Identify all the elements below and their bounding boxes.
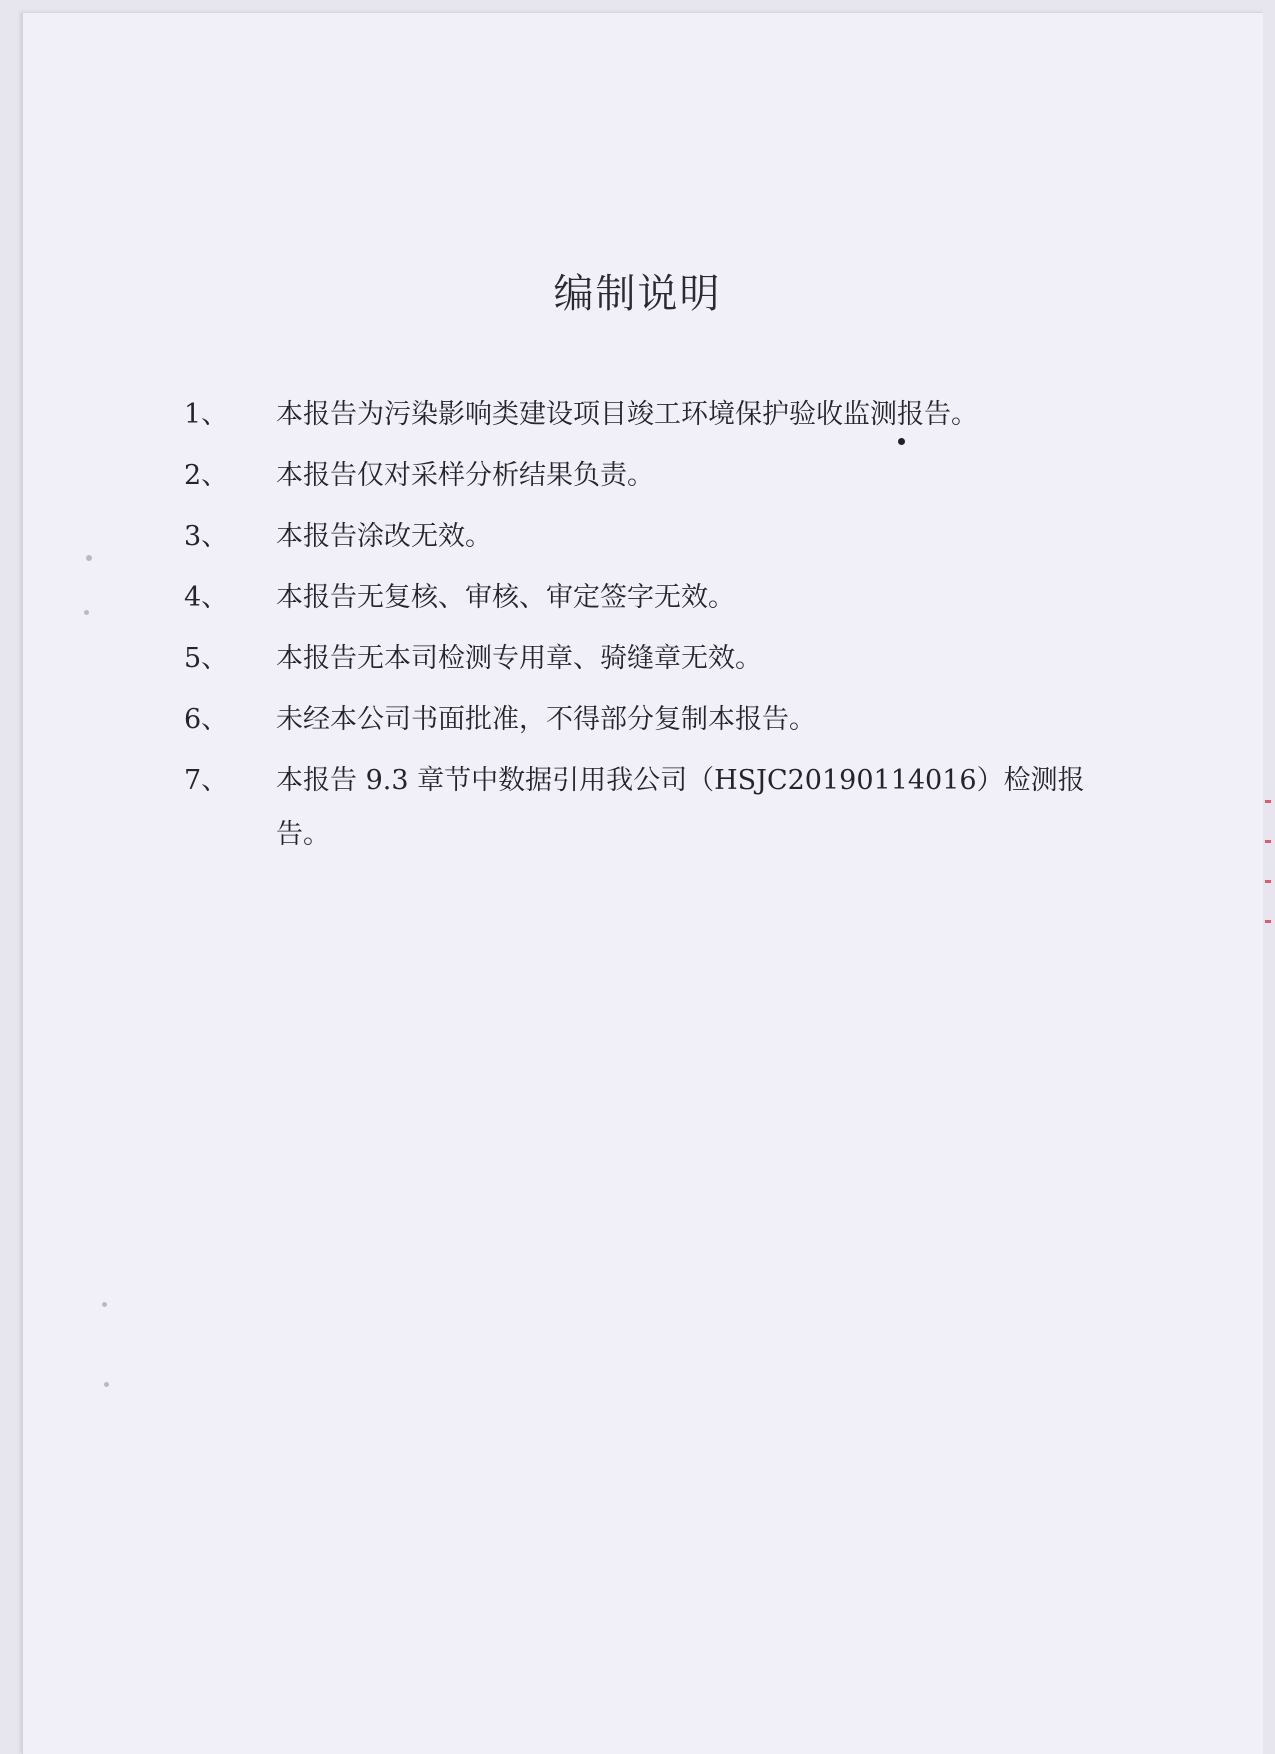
note-item bbox=[184, 449, 1114, 503]
note-item bbox=[184, 754, 1114, 862]
note-text: 本报告无本司检测专用章、骑缝章无效。 bbox=[276, 643, 762, 674]
note-text: 本报告 9.3 章节中数据引用我公司（HSJC20190114016）检测报告。 bbox=[276, 765, 1085, 850]
note-text: 未经本公司书面批准，不得部分复制本报告。 bbox=[276, 704, 816, 735]
scan-speck bbox=[86, 555, 92, 561]
note-number: 7、 bbox=[184, 765, 229, 796]
note-item bbox=[184, 632, 1114, 686]
note-item bbox=[184, 571, 1114, 625]
note-text: 本报告仅对采样分析结果负责。 bbox=[276, 460, 654, 491]
note-number: 3、 bbox=[184, 521, 229, 552]
note-number: 4、 bbox=[184, 582, 229, 613]
scan-speck bbox=[102, 1302, 107, 1307]
note-number: 2、 bbox=[184, 460, 229, 491]
note-number: 1、 bbox=[184, 399, 229, 430]
document-title: 编制说明 bbox=[553, 271, 722, 317]
note-item bbox=[184, 510, 1114, 564]
scan-speck bbox=[104, 1382, 109, 1387]
note-item bbox=[184, 388, 1114, 442]
seal-edge-marks bbox=[1261, 800, 1271, 950]
note-text: 本报告无复核、审核、审定签字无效。 bbox=[276, 582, 735, 613]
note-text: 本报告为污染影响类建设项目竣工环境保护验收监测报告。 bbox=[276, 399, 978, 430]
note-item bbox=[184, 693, 1114, 747]
notes-list bbox=[184, 388, 1114, 869]
note-number: 5、 bbox=[184, 643, 229, 674]
note-number: 6、 bbox=[184, 704, 229, 735]
note-text: 本报告涂改无效。 bbox=[276, 521, 492, 552]
scan-speck bbox=[84, 610, 89, 615]
scan-speck bbox=[898, 438, 905, 445]
